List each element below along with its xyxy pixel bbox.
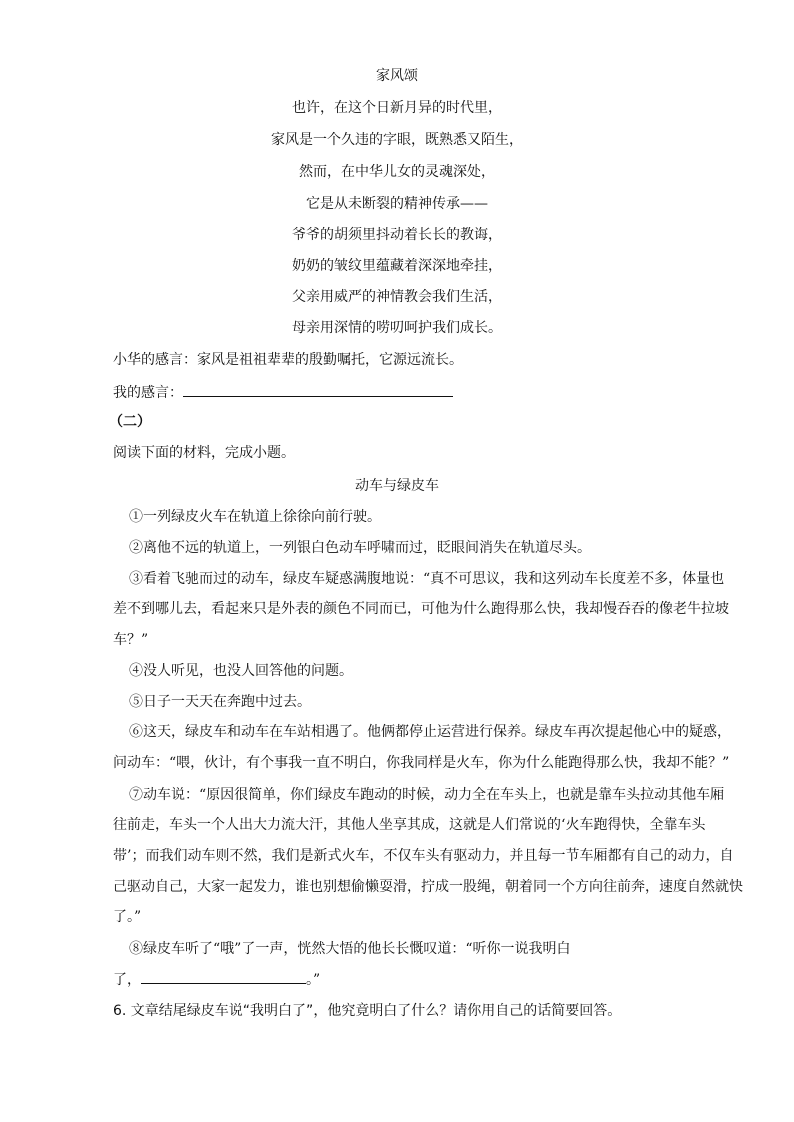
story-line: 车？”	[113, 632, 149, 648]
story-line: 差不到哪儿去，看起来只是外表的颜色不同而已，可他为什么跑得那么快，我却慢吞吞的像老牛拉坡	[113, 601, 729, 617]
question-6: 6. 文章结尾绿皮车说“我明白了”，他究竟明白了什么？请你用自己的话简要回答。	[113, 1003, 622, 1019]
story-answer-blank[interactable]	[141, 969, 306, 984]
poem-line: 爷爷的胡须里抖动着长长的教诲，	[292, 227, 502, 243]
story-line: 带’；而我们动车则不然，我们是新式火车，不仅车头有驱动力，并且每一节车厢都有自己的动力，自	[113, 848, 734, 864]
poem-line: 也许，在这个日新月异的时代里，	[292, 100, 502, 116]
poem-line: 家风是一个久违的字眼，既熟悉又陌生，	[271, 132, 523, 148]
story-line: ④没人听见，也没人回答他的问题。	[129, 663, 353, 679]
story-line: 往前走，车头一个人出大力流大汗，其他人坐享其成，这就是人们常说的‘火车跑得快，全靠车头	[113, 817, 706, 833]
story-last-line	[113, 969, 320, 990]
section-instruction: 阅读下面的材料，完成小题。	[113, 445, 295, 461]
story-line: ②离他不远的轨道上，一列银白色动车呼啸而过，眨眼间消失在轨道尽头。	[129, 540, 591, 556]
poem-line: 父亲用威严的神情教会我们生活，	[292, 289, 502, 305]
story-line: ⑤日子一天天在奔跑中过去。	[129, 694, 311, 710]
my-reflection-label: 我的感言：	[113, 385, 183, 401]
poem-title: 家风颂	[376, 68, 418, 84]
poem-line: 母亲用深情的唠叨呵护我们成长。	[292, 320, 502, 336]
story-line: ⑦动车说：“原因很简单，你们绿皮车跑动的时候，动力全在车头上，也就是靠车头拉动其他车厢	[129, 787, 725, 803]
story-line: 己驱动自己，大家一起发力，谁也别想偷懒耍滑，拧成一股绳，朝着同一个方向往前奔，速度自然就快	[113, 879, 743, 895]
story-last-prefix: 了，	[113, 972, 141, 988]
poem-line: 奶奶的皱纹里蕴藏着深深地牵挂，	[292, 258, 502, 274]
my-reflection-row	[113, 382, 453, 403]
poem-line: 它是从未断裂的精神传承——	[306, 196, 488, 212]
story-line: ①一列绿皮火车在轨道上徐徐向前行驶。	[129, 509, 381, 525]
story-line: 问动车：“喂，伙计，有个事我一直不明白，你我同样是火车，你为什么能跑得那么快，我却不能？”	[113, 755, 730, 771]
my-reflection-blank[interactable]	[183, 382, 453, 397]
story-line: ⑧绿皮车听了“哦”了一声，恍然大悟的他长长慨叹道：“听你一说我明白	[129, 941, 571, 957]
story-line: 了。”	[113, 909, 142, 925]
poem-line: 然而，在中华儿女的灵魂深处，	[299, 164, 495, 180]
story-title: 动车与绿皮车	[355, 478, 439, 494]
story-line: ③看着飞驰而过的动车，绿皮车疑惑满腹地说：“真不可思议，我和这列动车长度差不多，体量也	[129, 571, 725, 587]
story-line: ⑥这天，绿皮车和动车在车站相遇了。他俩都停止运营进行保养。绿皮车再次提起他心中的疑惑，	[129, 724, 731, 740]
story-last-suffix: 。”	[306, 972, 321, 988]
xiaohua-reflection: 小华的感言：家风是祖祖辈辈的殷勤嘱托，它源远流长。	[113, 352, 463, 368]
section-heading: （二）	[109, 414, 151, 430]
